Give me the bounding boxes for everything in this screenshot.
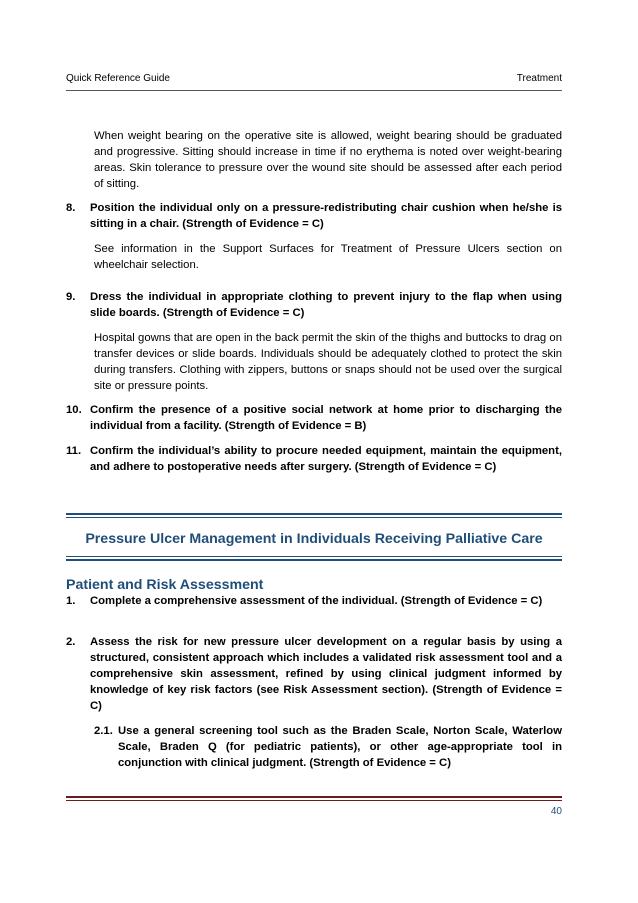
- section-rule-top: [66, 513, 562, 515]
- section-rule-bottom: [66, 559, 562, 561]
- section-title: Pressure Ulcer Management in Individuals Receiving Palliative Care: [85, 531, 543, 547]
- item-number: 8.: [66, 202, 76, 214]
- footer-rule: [66, 796, 562, 798]
- item-note: Hospital gowns that are open in the back permit the skin of the thighs and buttocks to drag on transfer devices or slide boards. Individuals should be adequately clothed to protect the skin during transfers. Clothing with zippers, buttons or snaps should not be used over the surgical site or pressure points.: [94, 332, 562, 392]
- section-rule-bottom-thin: [66, 556, 562, 557]
- item-number: 2.: [66, 636, 76, 648]
- intro-paragraph: When weight bearing on the operative site is allowed, weight bearing should be graduated and progressive. Sitting should increase in time if no erythema is noted over weight-bearing areas. Skin tolerance to pressure over the wound site should be assessed after each period of sitting.: [94, 130, 562, 190]
- item-text: Use a general screening tool such as the Braden Scale, Norton Scale, Waterlow Scale, Braden Q (for pediatric patients), or other age-appropriate tool in conjunction with clinical judgment. (Strength of Evidence = C): [118, 725, 562, 769]
- page-number: 40: [550, 806, 562, 817]
- item-text: Confirm the individual’s ability to procure needed equipment, maintain the equipment, and adhere to postoperative needs after surgery. (Strength of Evidence = C): [90, 445, 562, 473]
- header-rule: [66, 90, 562, 91]
- item-number: 2.1.: [94, 725, 113, 737]
- item-text: Confirm the presence of a positive social network at home prior to discharging the individual from a facility. (Strength of Evidence = B): [90, 404, 562, 432]
- header-section: Treatment: [516, 73, 562, 84]
- item-number: 11.: [66, 445, 82, 457]
- item-note: See information in the Support Surfaces for Treatment of Pressure Ulcers section on wheelchair selection.: [94, 243, 562, 271]
- item-text: Dress the individual in appropriate clothing to prevent injury to the flap when using slide boards. (Strength of Evidence = C): [90, 291, 562, 319]
- item-number: 10.: [66, 404, 82, 416]
- section-rule-top-thin: [66, 517, 562, 518]
- subsection-title: Patient and Risk Assessment: [66, 577, 264, 593]
- item-number: 9.: [66, 291, 76, 303]
- footer-rule-thin: [66, 800, 562, 801]
- header-title: Quick Reference Guide: [66, 73, 170, 84]
- item-text: Position the individual only on a pressure-redistributing chair cushion when he/she is sitting in a chair. (Strength of Evidence = C): [90, 202, 562, 230]
- item-text: Assess the risk for new pressure ulcer development on a regular basis by using a structured, consistent approach which includes a validated risk assessment tool and a comprehensive skin assessment, refined by using clinical judgment informed by knowledge of key risk factors (see Risk Assessment section). (Strength of Evidence = C): [90, 636, 562, 712]
- item-text: Complete a comprehensive assessment of the individual. (Strength of Evidence = C): [90, 595, 543, 607]
- item-number: 1.: [66, 595, 76, 607]
